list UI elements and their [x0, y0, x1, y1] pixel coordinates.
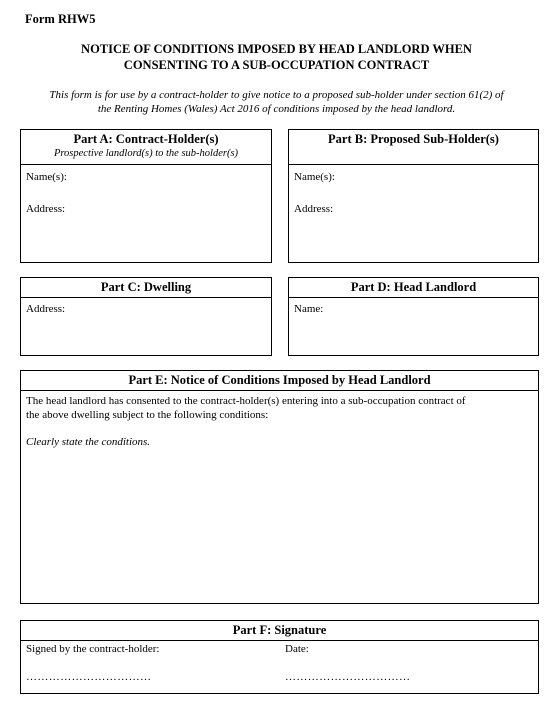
part-a-header — [21, 130, 271, 165]
part-e-statement-line-1: The head landlord has consented to the contract-holder(s) entering into a sub-occupation contract of — [26, 395, 466, 407]
part-a-address-field[interactable]: Address: — [26, 203, 66, 215]
form-intro-line-2: the Renting Homes (Wales) Act 2016 of conditions imposed by the head landlord. — [97, 103, 456, 115]
part-e-statement — [26, 394, 531, 422]
part-f-signature-line[interactable]: …………………………… — [26, 671, 152, 683]
part-e-title: Part E: Notice of Conditions Imposed by Head Landlord — [128, 373, 431, 387]
part-a-title: Part A: Contract-Holder(s) — [73, 132, 219, 146]
part-d-box — [288, 277, 539, 356]
part-a-subtitle: Prospective landlord(s) to the sub-holder(s) — [53, 148, 239, 159]
part-e-conditions-field[interactable]: Clearly state the conditions. — [26, 436, 151, 448]
part-a-name-field[interactable]: Name(s): — [26, 171, 67, 183]
part-a-box — [20, 129, 272, 263]
part-c-box — [20, 277, 272, 356]
part-d-name-field[interactable]: Name: — [294, 303, 324, 315]
part-b-title: Part B: Proposed Sub-Holder(s) — [328, 132, 499, 146]
form-id: Form RHW5 — [25, 12, 96, 26]
form-title-line-1: NOTICE OF CONDITIONS IMPOSED BY HEAD LANDLORD WHEN — [81, 42, 472, 56]
part-f-signed-label: Signed by the contract-holder: — [26, 643, 160, 655]
part-b-address-field[interactable]: Address: — [294, 203, 334, 215]
part-e-header — [21, 371, 538, 391]
form-intro-line-1: This form is for use by a contract-holder to give notice to a proposed sub-holder under section 61(2) of — [49, 89, 504, 101]
part-d-header — [289, 278, 538, 298]
part-b-box — [288, 129, 539, 263]
part-c-title: Part C: Dwelling — [100, 280, 192, 294]
form-title — [20, 41, 533, 73]
part-b-name-field[interactable]: Name(s): — [294, 171, 335, 183]
part-f-date-line[interactable]: …………………………… — [285, 671, 411, 683]
part-c-address-field[interactable]: Address: — [26, 303, 66, 315]
form-title-line-2: CONSENTING TO A SUB-OCCUPATION CONTRACT — [123, 58, 430, 72]
part-f-box — [20, 620, 539, 694]
part-b-header — [289, 130, 538, 165]
part-c-header — [21, 278, 271, 298]
part-f-date-label: Date: — [285, 643, 309, 655]
form-intro — [20, 88, 533, 116]
part-e-box — [20, 370, 539, 604]
part-d-title: Part D: Head Landlord — [350, 280, 477, 294]
part-f-title: Part F: Signature — [232, 623, 327, 637]
part-f-header — [21, 621, 538, 641]
part-e-statement-line-2: the above dwelling subject to the following conditions: — [26, 409, 269, 421]
